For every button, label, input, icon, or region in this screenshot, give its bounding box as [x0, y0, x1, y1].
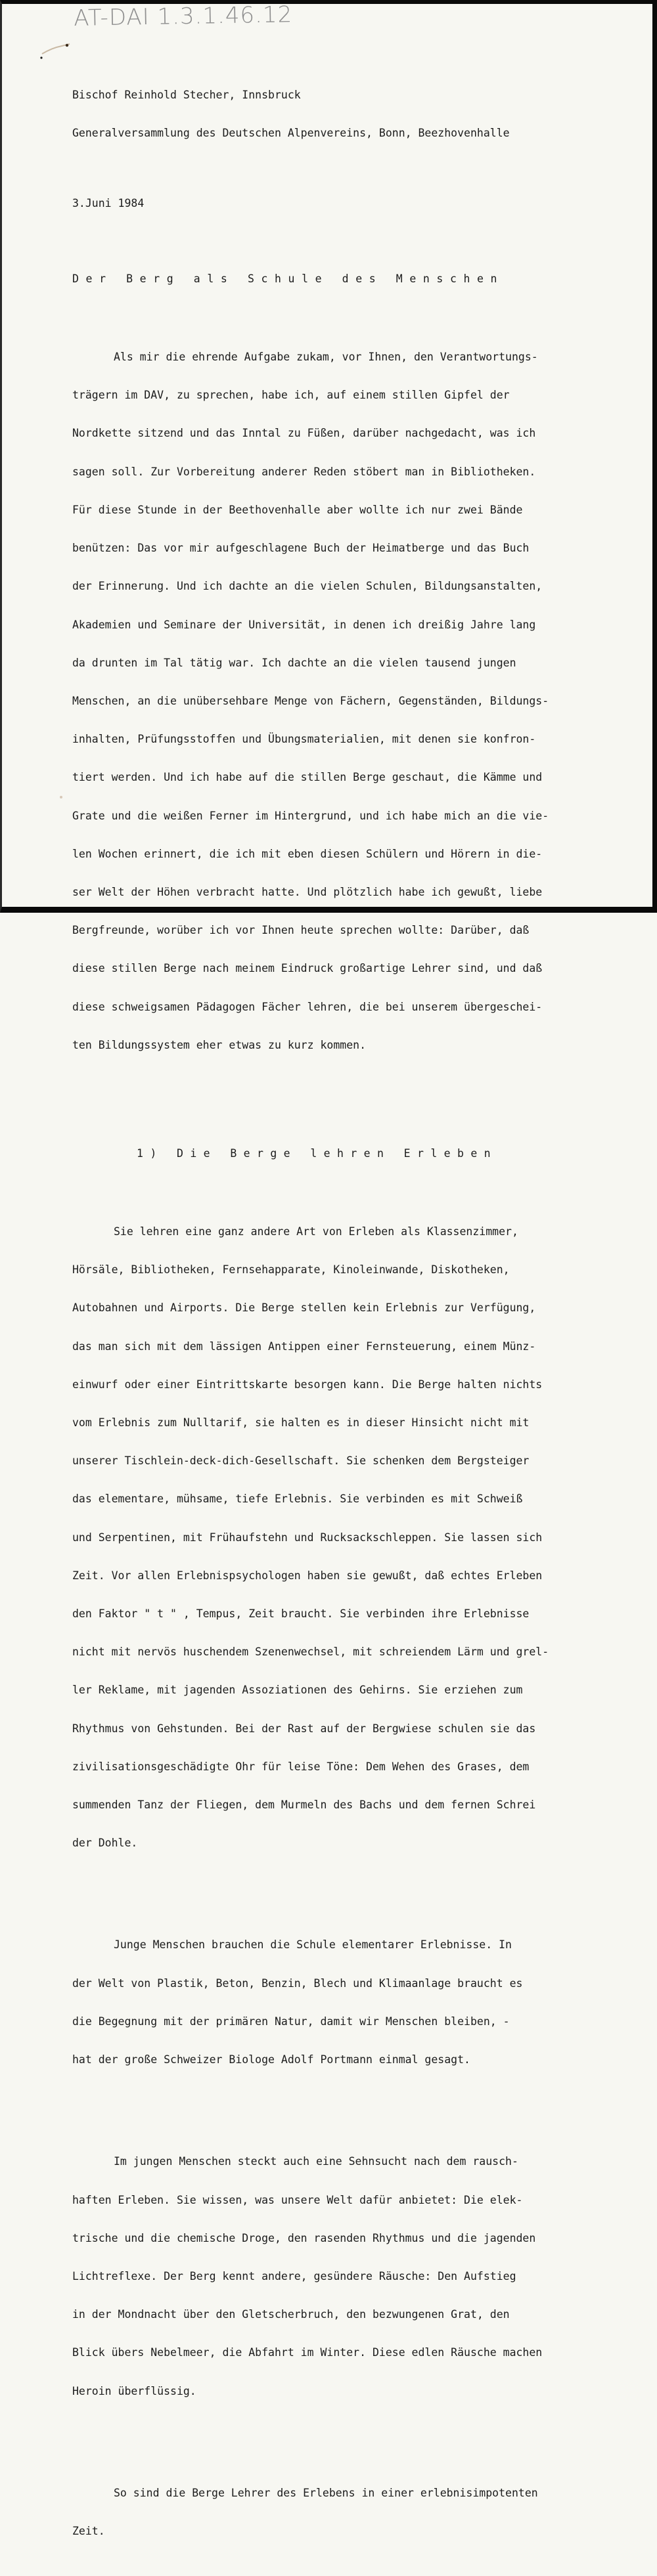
- text-line: ler Reklame, mit jagenden Assoziationen des Gehirns. Sie erziehen zum: [72, 1684, 523, 1697]
- text-line: und Serpentinen, mit Frühaufstehn und Rucksackschleppen. Sie lassen sich: [72, 1531, 543, 1544]
- event-line: Generalversammlung des Deutschen Alpenvereins, Bonn, Beezhovenhalle: [72, 127, 510, 140]
- text-line: die Begegnung mit der primären Natur, damit wir Menschen bleiben, -: [72, 2015, 510, 2028]
- ink-smudge: [39, 42, 72, 59]
- text-line: Heroin überflüssig.: [72, 2384, 196, 2397]
- text-line: Rhythmus von Gehstunden. Bei der Rast auf der Bergwiese schulen sie das: [72, 1722, 536, 1735]
- text-line: Als mir die ehrende Aufgabe zukam, vor Ihnen, den Verantwortungs-: [114, 351, 538, 364]
- text-line: den Faktor " t " , Tempus, Zeit braucht. Sie verbinden ihre Erlebnisse: [72, 1607, 530, 1621]
- section-paragraph: [72, 2130, 650, 2423]
- text-line: vom Erlebnis zum Nulltarif, sie halten es in dieser Hinsicht nicht mit: [72, 1416, 530, 1430]
- archive-reference: AT-DAI 1.3.1.46.12: [74, 1, 293, 32]
- text-line: hat der große Schweizer Biologe Adolf Portmann einmal gesagt.: [72, 2053, 470, 2066]
- document-title: Der Berg als Schule des Menschen: [72, 273, 505, 286]
- text-line: len Wochen erinnert, die ich mit eben diesen Schülern und Hörern in die-: [72, 847, 543, 860]
- text-line: Zeit. Vor allen Erlebnispsychologen haben sie gewußt, daß echtes Erleben: [72, 1569, 543, 1582]
- text-line: Junge Menschen brauchen die Schule elementarer Erlebnisse. In: [114, 1938, 512, 1952]
- text-line: der Welt von Plastik, Beton, Benzin, Blech und Klimaanlage braucht es: [72, 1976, 523, 1990]
- text-line: Menschen, an die unübersehbare Menge von Fächern, Gegenständen, Bildungs-: [72, 694, 549, 707]
- text-line: Hörsäle, Bibliotheken, Fernsehapparate, Kinoleinwande, Diskotheken,: [72, 1263, 510, 1277]
- section-paragraph: [72, 2461, 650, 2563]
- section-paragraph: [72, 1200, 650, 1875]
- author-line: Bischof Reinhold Stecher, Innsbruck: [72, 88, 301, 101]
- text-line: der Dohle.: [72, 1837, 138, 1850]
- text-line: das man sich mit dem lässigen Antippen einer Fernsteuerung, einem Münz-: [72, 1340, 536, 1353]
- text-line: Grate und die weißen Ferner im Hintergrund, und ich habe mich an die vie-: [72, 809, 549, 822]
- text-line: summenden Tanz der Fliegen, dem Murmeln des Bachs und dem fernen Schrei: [72, 1799, 536, 1812]
- text-line: Zeit.: [72, 2524, 105, 2537]
- text-line: da drunten im Tal tätig war. Ich dachte an die vielen tausend jungen: [72, 656, 516, 669]
- text-line: in der Mondnacht über den Gletscherbruch, den bezwungenen Grat, den: [72, 2308, 510, 2321]
- text-line: Bergfreunde, worüber ich vor Ihnen heute sprechen wollte: Darüber, daß: [72, 924, 530, 937]
- text-line: das elementare, mühsame, tiefe Erlebnis. Sie verbinden es mit Schweiß: [72, 1493, 523, 1506]
- text-line: trische und die chemische Droge, den rasenden Rhythmus und die jagenden: [72, 2231, 536, 2244]
- date-line: 3.Juni 1984: [72, 197, 145, 210]
- text-line: Im jungen Menschen steckt auch eine Sehnsucht nach dem rausch-: [114, 2155, 518, 2168]
- text-line: einwurf oder einer Eintrittskarte besorgen kann. Die Berge halten nichts: [72, 1378, 543, 1391]
- paper-speck: [60, 796, 62, 798]
- document-body: [72, 63, 650, 2576]
- text-line: unserer Tischlein-deck-dich-Gesellschaft. Sie schenken dem Bergsteiger: [72, 1454, 530, 1468]
- text-line: diese stillen Berge nach meinem Eindruck großartige Lehrer sind, und daß: [72, 962, 543, 975]
- text-line: Nordkette sitzend und das Inntal zu Füßen, darüber nachgedacht, was ich: [72, 427, 536, 440]
- text-line: Akademien und Seminare der Universität, in denen ich dreißig Jahre lang: [72, 618, 536, 631]
- text-line: haften Erleben. Sie wissen, was unsere Welt dafür anbietet: Die elek-: [72, 2193, 523, 2206]
- text-line: diese schweigsamen Pädagogen Fächer lehren, die bei unserem übergeschei-: [72, 1000, 543, 1013]
- text-line: So sind die Berge Lehrer des Erlebens in einer erlebnisimpotenten: [114, 2486, 538, 2499]
- text-line: Autobahnen und Airports. Die Berge stellen kein Erlebnis zur Verfügung,: [72, 1301, 536, 1315]
- text-line: inhalten, Prüfungsstoffen und Übungsmaterialien, mit denen sie konfron-: [72, 733, 536, 746]
- text-line: ser Welt der Höhen verbracht hatte. Und plötzlich habe ich gewußt, liebe: [72, 885, 543, 898]
- text-line: ten Bildungssystem eher etwas zu kurz kommen.: [72, 1038, 367, 1051]
- text-line: der Erinnerung. Und ich dachte an die vielen Schulen, Bildungsanstalten,: [72, 580, 543, 593]
- text-line: zivilisationsgeschädigte Ohr für leise Töne: Dem Wehen des Grases, dem: [72, 1760, 530, 1773]
- text-line: tiert werden. Und ich habe auf die stillen Berge geschaut, die Kämme und: [72, 771, 543, 784]
- text-line: Sie lehren eine ganz andere Art von Erleben als Klassenzimmer,: [114, 1225, 518, 1238]
- section-paragraph: [72, 1913, 650, 2092]
- text-line: benützen: Das vor mir aufgeschlagene Buch der Heimatberge und das Buch: [72, 542, 530, 555]
- text-line: sagen soll. Zur Vorbereitung anderer Reden stöbert man in Bibliotheken.: [72, 465, 536, 478]
- text-line: Für diese Stunde in der Beethovenhalle aber wollte ich nur zwei Bände: [72, 503, 523, 516]
- intro-paragraph: [72, 325, 650, 1077]
- text-line: Blick übers Nebelmeer, die Abfahrt im Winter. Diese edlen Räusche machen: [72, 2346, 543, 2359]
- text-line: trägern im DAV, zu sprechen, habe ich, auf einem stillen Gipfel der: [72, 389, 510, 402]
- text-line: Lichtreflexe. Der Berg kennt andere, gesündere Räusche: Den Aufstieg: [72, 2269, 516, 2282]
- text-line: nicht mit nervös huschendem Szenenwechsel, mit schreiendem Lärm und grel-: [72, 1646, 549, 1659]
- section-title: 1) Die Berge lehren Erleben: [137, 1146, 498, 1160]
